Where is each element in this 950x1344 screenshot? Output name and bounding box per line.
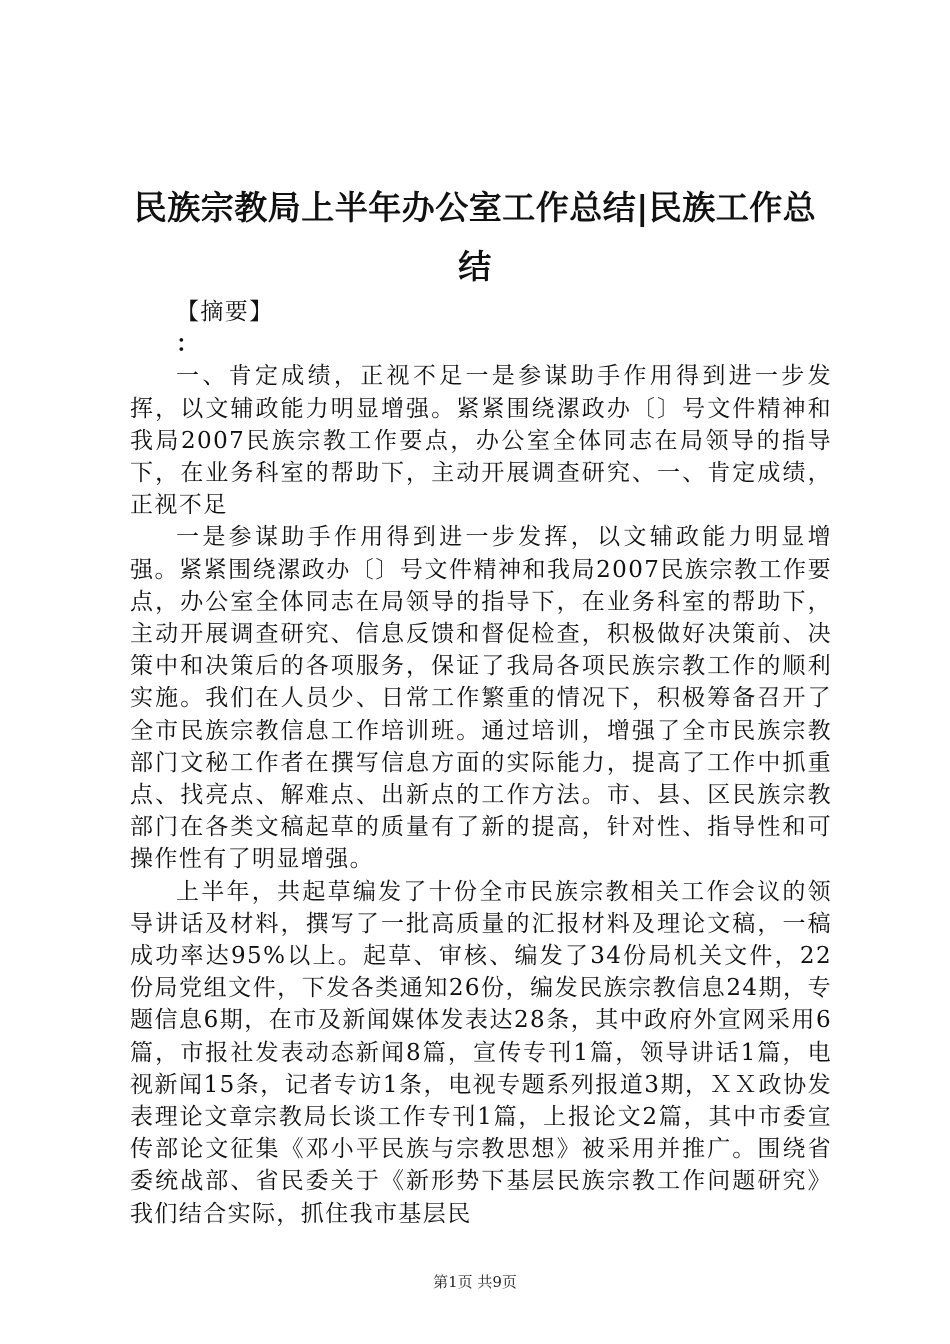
abstract-label: 【摘要】 <box>176 299 274 325</box>
document-body <box>130 296 832 1230</box>
paragraph-1: 一、肯定成绩，正视不足一是参谋助手作用得到进一步发挥，以文辅政能力明显增强。紧紧围绕漯政办〔〕号文件精神和我局2007民族宗教工作要点，办公室全体同志在局领导的指导下，在业务科室的帮助下，主动开展调查研究、一、肯定成绩，正视不足 <box>130 363 832 519</box>
paragraph-3: 上半年，共起草编发了十份全市民族宗教相关工作会议的领导讲话及材料，撰写了一批高质量的汇报材料及理论文稿，一稿成功率达95%以上。起草、审核、编发了34份局机关文件，22份局党组文件，下发各类通知26份，编发民族宗教信息24期，专题信息6期，在市及新闻媒体发表达28条，其中政府外宣网采用6篇，市报社发表动态新闻8篇，宣传专刊1篇，领导讲话1篇，电视新闻15条，记者专访1条，电视专题系列报道3期，ＸＸ政协发表理论文章宗教局长谈工作专刊1篇，上报论文2篇，其中市委宣传部论文征集《邓小平民族与宗教思想》被采用并推广。围绕省委统战部、省民委关于《新形势下基层民族宗教工作问题研究》我们结合实际，抓住我市基层民 <box>130 878 832 1227</box>
paragraph-2: 一是参谋助手作用得到进一步发挥，以文辅政能力明显增强。紧紧围绕漯政办〔〕号文件精神和我局2007民族宗教工作要点，办公室全体同志在局领导的指导下，在业务科室的帮助下，主动开展调查研究、信息反馈和督促检查，积极做好决策前、决策中和决策后的各项服务，保证了我局各项民族宗教工作的顺利实施。我们在人员少、日常工作繁重的情况下，积极筹备召开了全市民族宗教信息工作培训班。通过培训，增强了全市民族宗教部门文秘工作者在撰写信息方面的实际能力，提高了工作中抓重点、找亮点、解难点、出新点的工作方法。市、县、区民族宗教部门在各类文稿起草的质量有了新的提高，针对性、指导性和可操作性有了明显增强。 <box>130 524 832 873</box>
abstract-colon: ： <box>176 330 201 358</box>
page-footer: 第1页 共9页 <box>433 1273 517 1291</box>
document-title: 民族宗教局上半年办公室工作总结|民族工作总结 <box>133 188 817 286</box>
